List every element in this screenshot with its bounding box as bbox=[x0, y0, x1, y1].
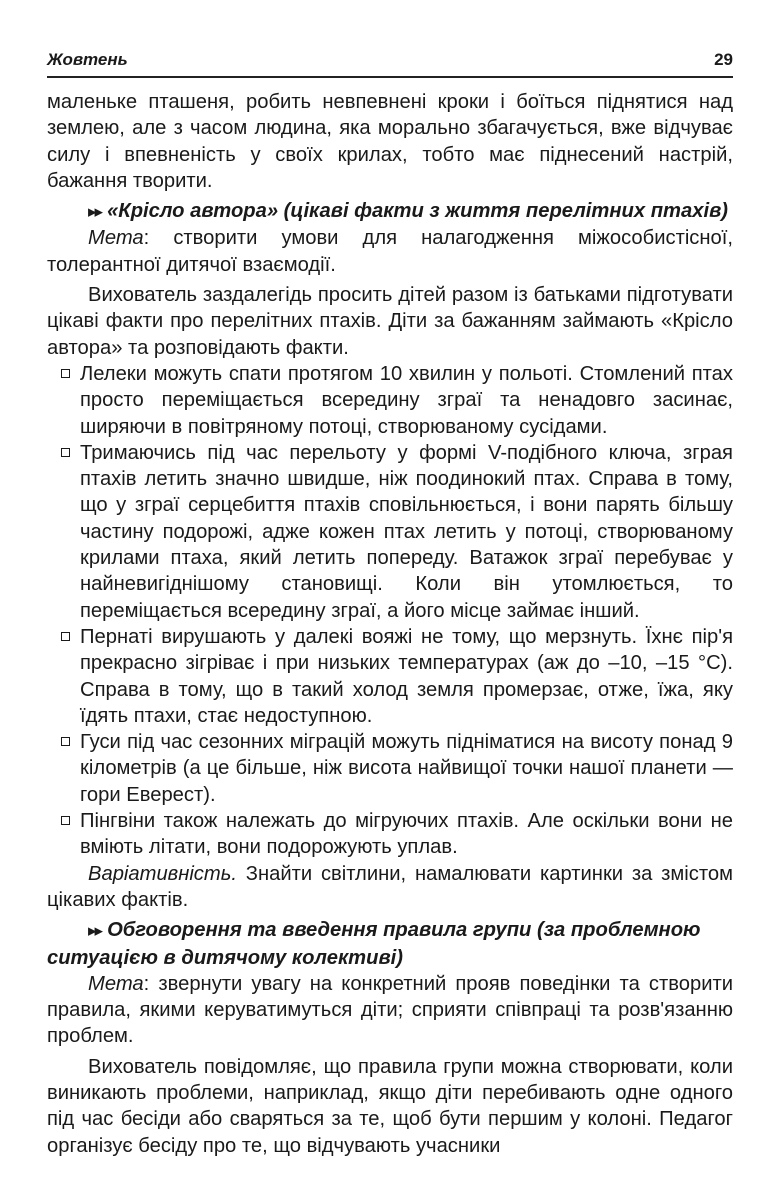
list-item-text: Гуси під час сезонних міграцій можуть підніматися на висоту понад 9 кілометрів (а це більше, ніж висота найвищої точки нашої планети — гори Еверест). bbox=[80, 731, 733, 806]
paragraph-continuation: маленьке пташеня, робить невпевнені кроки і боїться піднятися над землею, але з часом людина, яка морально збагачується, вже відчуває силу і впевненість у своїх крилах, тобто має піднесений настрій, бажання творити. bbox=[47, 91, 733, 192]
goal-label: Мета bbox=[88, 227, 144, 250]
goal-label: Мета bbox=[88, 972, 144, 995]
list-item bbox=[47, 624, 733, 729]
goal-text: : створити умови для налагодження міжособистісної, толерантної дитячої взаємодії. bbox=[47, 227, 733, 276]
page-body bbox=[47, 89, 733, 1159]
list-item-text: Лелеки можуть спати протягом 10 хвилин у польоті. Стомлений птах просто переміщається всередину зграї та ненадовго засинає, ширяючи в повітряному потоці, створюваному сусідами. bbox=[80, 362, 733, 438]
double-arrow-icon: ▸▸ bbox=[88, 202, 102, 222]
square-bullet-icon bbox=[61, 737, 70, 746]
list-item bbox=[47, 440, 733, 624]
square-bullet-icon bbox=[61, 448, 70, 457]
list-item-text: Пернаті вирушають у далекі вояжі не тому, що мерзнуть. Їхнє пір'я прекрасно зігріває і при низьких температурах (аж до –10, –15 °С). Справа в тому, що в такий холод земля промерзає, отже, їжа, яку їдять птахи, стає недоступною. bbox=[80, 625, 733, 727]
list-item bbox=[47, 808, 733, 861]
variant-paragraph bbox=[47, 861, 733, 914]
section-title: Обговорення та введення правила групи (за проблемною ситуацією в дитячому колективі) bbox=[47, 919, 701, 969]
square-bullet-icon bbox=[61, 632, 70, 641]
goal-paragraph bbox=[47, 225, 733, 278]
square-bullet-icon bbox=[61, 369, 70, 378]
intro-paragraph: Вихователь повідомляє, що правила групи можна створювати, коли виникають проблеми, наприклад, якщо діти перебивають одне одного під час бесіди або сваряться за те, щоб бути першим у колоні. Педагог організує бесіду про те, що відчувають учасники bbox=[47, 1055, 733, 1157]
variant-text: Знайти світлини, намалювати картинки за змістом цікавих фактів. bbox=[47, 862, 733, 911]
double-arrow-icon: ▸▸ bbox=[88, 921, 102, 941]
section-title: «Крісло автора» (цікаві факти з життя перелітних птахів) bbox=[107, 200, 728, 223]
goal-paragraph bbox=[47, 971, 733, 1050]
section-heading-authors-chair bbox=[47, 198, 733, 225]
list-item bbox=[47, 729, 733, 808]
chapter-title: Жовтень bbox=[47, 50, 128, 69]
square-bullet-icon bbox=[61, 816, 70, 825]
list-item-text: Пінгвіни також належать до мігруючих птахів. Але оскільки вони не вміють літати, вони подорожують уплав. bbox=[80, 810, 733, 859]
variant-label: Варіативність. bbox=[88, 862, 237, 885]
section-heading-group-rules bbox=[47, 917, 733, 971]
running-header bbox=[47, 44, 733, 78]
list-item-text: Тримаючись під час перельоту у формі V-подібного ключа, зграя птахів летить значно швидше, ніж поодинокий птах. Справа в тому, що у зграї серцебиття птахів сповільнюється, і вони парять більшу частину подорожі, адже кожен птах летить у потоці, створюваному крилами птаха, який летить попереду. Ватажок зграї перебуває у найневигіднішому становищі. Коли він утомлюється, то переміщається всередину зграї, а його місце займає інший. bbox=[80, 441, 733, 622]
list-item bbox=[47, 361, 733, 440]
intro-paragraph: Вихователь заздалегідь просить дітей разом із батьками підготувати цікаві факти про перелітних птахів. Діти за бажанням займають «Крісло автора» та розповідають факти. bbox=[47, 284, 733, 359]
page-number: 29 bbox=[714, 50, 733, 69]
goal-text: : звернути увагу на конкретний прояв поведінки та створити правила, якими керуватимуться діти; сприяти співпраці та розв'язанню проблем. bbox=[47, 972, 733, 1048]
